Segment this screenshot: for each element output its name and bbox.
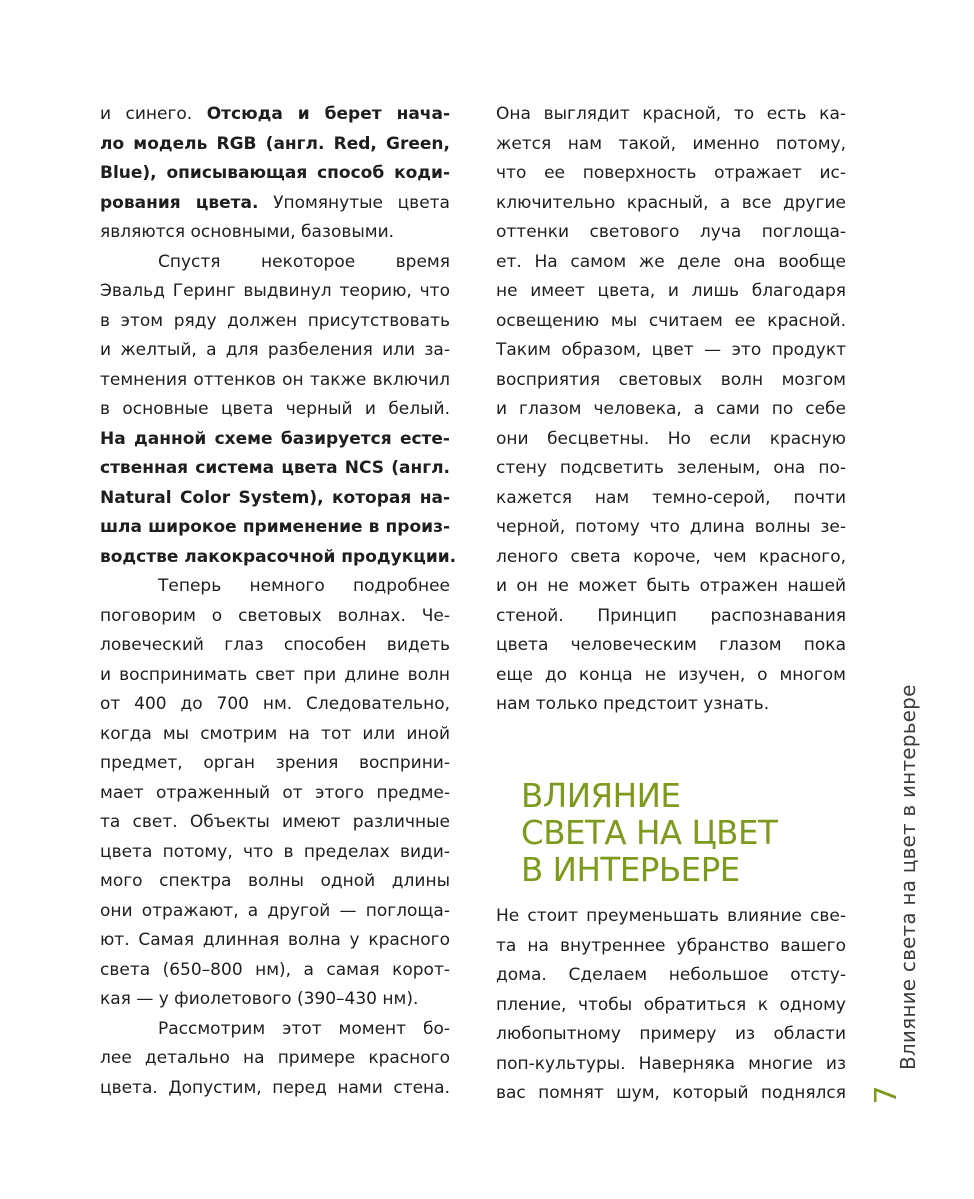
section-heading-line: ВЛИЯНИЕ [521,777,681,815]
text-line: они отражают, а другой — поглоща- [100,900,450,921]
text-line: ственная система цвета NCS (англ. [100,458,450,478]
text-line: Теперь немного подробнее [158,576,450,596]
section-heading-line: СВЕТА НА ЦВЕТ [521,814,778,852]
text-line: мого спектра волны одной длины [100,871,450,891]
text-line: не имеет цвета, и лишь благодаря [496,281,846,301]
text-line: ют. Самая длинная волна у красного [100,930,450,950]
running-title: Влияние света на цвет в интерьере [896,684,920,1070]
text-line: нам только предстоит узнать. [496,694,770,714]
text-line: Она выглядит красной, то есть ка- [496,104,846,124]
text-line: темнения оттенков он также включил [100,369,450,390]
text-line: света (650–800 нм), а самая корот- [100,959,450,980]
text-line: лее детально на примере красного [100,1048,450,1068]
text-line: и он не может быть отражен нашей [496,576,846,596]
text-line: водстве лакокрасочной продукции. [100,546,457,567]
text-line: Эвальд Геринг выдвинул теорию, что [100,281,450,301]
text-line: Спустя некоторое время [158,251,450,272]
text-line: шла широкое применение в произ- [100,517,450,537]
text-line: освещению мы считаем ее красной. [496,310,846,331]
text-line: Рассмотрим этот момент бо- [158,1018,450,1039]
text-line: в этом ряду должен присутствовать [100,310,450,331]
text-line: ет. На самом же деле она вообще [496,251,846,272]
text-line: стену подсветить зеленым, она по- [496,458,846,478]
text-line: Blue), описывающая способ коди- [100,163,450,183]
text-line: цвета. Допустим, перед нами стена. [100,1077,450,1098]
text-line: леного света короче, чем красного, [496,546,846,567]
text-line: стеной. Принцип распознавания [496,605,846,626]
text-line: от 400 до 700 нм. Следовательно, [100,694,450,714]
text-line: вас помнят шум, который поднялся [496,1083,846,1103]
text-line: Таким образом, цвет — это продукт [496,340,846,360]
text-line: восприятия световых волн мозгом [496,369,846,390]
text-line: ло модель RGB (англ. Red, Green, [100,133,450,154]
text-line: в основные цвета черный и белый. [100,399,450,419]
text-line: пление, чтобы обратиться к одному [496,994,846,1015]
text-line: являются основными, базовыми. [100,222,395,242]
page-number: 7 [869,1085,904,1105]
text-line: дома. Сделаем небольшое отсту- [496,965,846,985]
text-line: рования цвета. Упомянутые цвета [100,192,450,213]
text-line: цвета человеческим глазом пока [496,635,846,655]
text-line: та на внутреннее убранство вашего [496,935,846,956]
left-column [100,100,457,1103]
text-line: еще до конца не изучен, о многом [496,664,846,685]
text-line: Не стоит преуменьшать влияние све- [496,906,846,926]
text-line: кая — у фиолетового (390–430 нм). [100,989,419,1009]
text-line: мает отраженный от этого предме- [100,782,450,803]
text-line: они бесцветны. Но если красную [496,428,846,449]
text-line: черной, потому что длина волны зе- [496,517,846,537]
text-line: и желтый, а для разбеления или за- [100,340,450,360]
text-line: ловеческий глаз способен видеть [100,635,450,655]
text-line: что ее поверхность отражает ис- [496,163,846,183]
section-heading-line: В ИНТЕРЬЕРЕ [521,851,740,889]
text-line: жется нам такой, именно потому, [496,133,846,154]
text-line: цвета потому, что в пределах види- [100,841,450,862]
text-line: когда мы смотрим на тот или иной [100,723,450,744]
section-body [496,902,846,1109]
text-line: и глазом человека, а сами по себе [496,399,846,419]
text-line: На данной схеме базируется есте- [100,428,450,449]
text-line: и воспринимать свет при длине волн [100,664,450,685]
text-line: оттенки светового луча поглоща- [496,222,846,242]
text-line: поп-культуры. Наверняка многие из [496,1053,846,1074]
text-line: ключительно красный, а все другие [496,192,846,213]
text-line: любопытному примеру из области [496,1024,846,1044]
text-line: поговорим о световых волнах. Че- [100,605,450,626]
text-line: кажется нам темно-серой, почти [496,487,846,508]
section-heading [521,778,861,889]
text-line: предмет, орган зрения восприни- [100,753,450,773]
text-line: Natural Color System), которая на- [100,487,450,508]
text-line: та свет. Объекты имеют различные [100,812,450,832]
text-line: и синего. Отсюда и берет нача- [100,104,451,124]
right-column [496,100,846,720]
